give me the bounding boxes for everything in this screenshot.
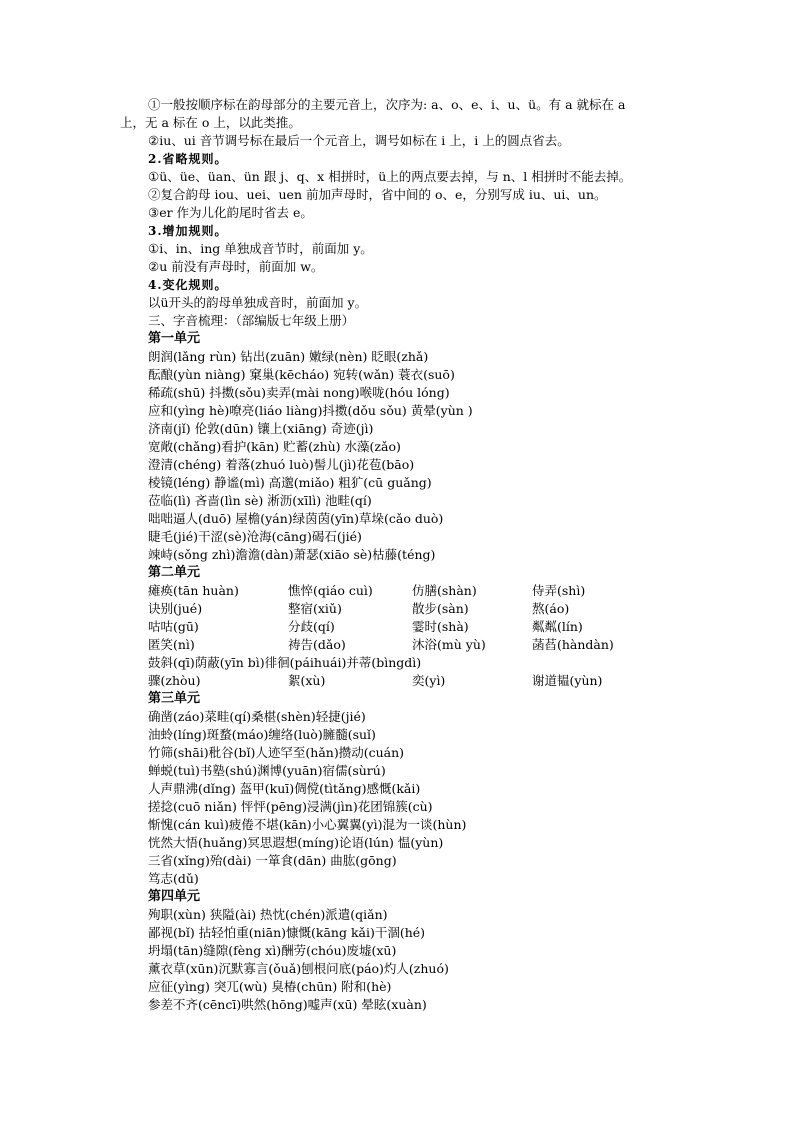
unit-1-line: 莅临(lì) 吝啬(lìn sè) 淅沥(xīlì) 池畦(qí) [148, 493, 372, 508]
section-4-title: 4.变化规则。 [148, 278, 228, 292]
vocab-entry: 诀别(jué) [148, 601, 203, 616]
unit-3-line: 恍然大悟(huǎng)冥思遐想(míng)论语(lún) 愠(yùn) [148, 835, 444, 850]
unit-2-title: 第二单元 [148, 565, 201, 580]
unit-3-line: 人声鼎沸(dǐng) 盔甲(kuī)倜傥(tìtǎng)感慨(kǎi) [148, 781, 421, 796]
unit-3-line: 搓捻(cuō niǎn) 怦怦(pēng)浸满(jìn)花团锦簇(cù) [148, 799, 433, 814]
unit-3-line: 三省(xǐng)殆(dài) 一箪食(dān) 曲肱(gōng) [148, 853, 397, 868]
unit-1-line: 朗润(lǎng rùn) 钻出(zuān) 嫩绿(nèn) 眨眼(zhǎ) [148, 349, 429, 364]
section-2-title: 2.省略规则。 [148, 152, 228, 166]
rule-1a: ①一般按顺序标在韵母部分的主要元音上，次序为: a、o、e、i、u、ü。有 a 就标在 a [148, 97, 626, 112]
unit-3-line: 确凿(záo)菜畦(qí)桑椹(shèn)轻捷(jié) [148, 709, 366, 724]
unit-2-row [120, 672, 680, 690]
unit-4-line: 鄙视(bǐ) 拈轻怕重(niān)慷慨(kāng kǎi)干涸(hé) [148, 925, 426, 940]
vocab-entry: 瘫痪(tān huàn) [148, 583, 239, 598]
unit-2-row [120, 636, 680, 654]
unit-2-row [120, 618, 680, 636]
vocab-entry: 咕咕(gū) [148, 619, 199, 634]
rule-s2-3: ③er 作为儿化韵尾时省去 e。 [148, 205, 313, 220]
unit-2-line: 鼓斜(qī)荫蔽(yīn bì)徘徊(páihuái)并蒂(bìngdì) [148, 655, 422, 670]
unit-3-title: 第三单元 [148, 691, 201, 706]
unit-1-line: 宽敞(chǎng)看护(kān) 贮蓄(zhù) 水藻(zǎo) [148, 439, 401, 454]
vocab-entry: 菡萏(hàndàn) [532, 637, 614, 652]
vocab-entry: 沐浴(mù yù) [412, 637, 486, 652]
unit-1-line: 澄清(chéng) 着落(zhuó luò)髻儿(jì)花苞(bāo) [148, 457, 415, 472]
unit-4-line: 薰衣草(xūn)沉默寡言(ǒuǎ)刨根问底(páo)灼人(zhuó) [148, 961, 449, 976]
unit-4-line: 殉职(xùn) 狭隘(ài) 热忱(chén)派遣(qiǎn) [148, 907, 388, 922]
vocab-entry: 仿膳(shàn) [412, 583, 477, 598]
unit-1-line: 睫毛(jié)干涩(sè)沧海(cāng)碣石(jié) [148, 529, 362, 544]
vocab-entry: 絮(xù) [288, 673, 326, 688]
unit-4-title: 第四单元 [148, 889, 201, 904]
unit-3-line: 竹筛(shāi)秕谷(bǐ)人迹罕至(hǎn)攒动(cuán) [148, 745, 405, 760]
unit-3-line: 油蛉(líng)斑蝥(máo)缠络(luò)臃髓(suǐ) [148, 727, 376, 742]
unit-1-line: 棱镜(léng) 静谧(mì) 高邈(miǎo) 粗犷(cū guǎng) [148, 475, 432, 490]
rule-s4-1: 以ü开头的韵母单独成音时，前面加 y。 [148, 295, 368, 310]
unit-4-line: 应征(yìng) 突兀(wù) 臭椿(chūn) 附和(hè) [148, 979, 392, 994]
vocab-entry: 霎时(shà) [412, 619, 469, 634]
unit-1-title: 第一单元 [148, 331, 201, 346]
vocab-entry: 祷告(dǎo) [288, 637, 346, 652]
vocab-entry: 匿笑(nì) [148, 637, 195, 652]
vocab-entry: 侍弄(shì) [532, 583, 586, 598]
unit-1-line: 应和(yìng hè)嘹亮(liáo liàng)抖擞(dǒu sǒu) 黄晕(yùn ) [148, 403, 473, 418]
rule-s2-1: ①ü、üe、üan、ün 跟 j、q、x 相拼时，ü上的两点要去掉，与 n、l 相拼时不能去掉。 [148, 169, 632, 184]
unit-4-line: 参差不齐(cēncī)哄然(hōng)嘘声(xū) 晕眩(xuàn) [148, 997, 427, 1012]
vocab-entry: 骤(zhòu) [148, 673, 201, 688]
part-3-heading: 三、字音梳理：（部编版七年级上册） [148, 313, 355, 328]
vocab-entry: 奕(yì) [412, 673, 446, 688]
vocab-entry: 熬(áo) [532, 601, 570, 616]
rule-s2-2: ②复合韵母 iou、uei、uen 前加声母时，省中间的 o、e，分别写成 iu、ui、un。 [148, 187, 607, 202]
vocab-entry: 整宿(xiǔ) [288, 601, 342, 616]
vocab-entry: 谢道韫(yùn) [532, 673, 603, 688]
rule-s3-2: ②u 前没有声母时，前面加 w。 [148, 259, 324, 274]
document-body [120, 96, 680, 1014]
unit-3-line: 笃志(dǔ) [148, 871, 199, 886]
unit-3-line: 惭愧(cán kuì)疲倦不堪(kān)小心翼翼(yì)混为一谈(hùn) [148, 817, 467, 832]
unit-1-line: 稀疏(shū) 抖擞(sǒu)卖弄(mài nong)喉咙(hóu lóng) [148, 385, 450, 400]
vocab-entry: 分歧(qí) [288, 619, 335, 634]
unit-1-line: 咄咄逼人(duō) 屋檐(yán)绿茵茵(yīn)草垛(cǎo duò) [148, 511, 444, 526]
rule-1b: 上，无 a 标在 o 上，以此类推。 [120, 115, 301, 130]
rule-2: ②iu、ui 音节调号标在最后一个元音上，调号如标在 i 上，i 上的圆点省去。 [148, 133, 570, 148]
unit-2-row [120, 600, 680, 618]
section-3-title: 3.增加规则。 [148, 224, 228, 238]
vocab-entry: 憔悴(qiáo cuì) [288, 583, 373, 598]
unit-1-line: 酝酿(yùn niàng) 窠巢(kēcháo) 宛转(wǎn) 蓑衣(suō) [148, 367, 455, 382]
vocab-entry: 粼粼(lín) [532, 619, 583, 634]
rule-s3-1: ①i、in、ing 单独成音节时，前面加 y。 [148, 241, 373, 256]
unit-1-line: 竦峙(sǒng zhì)澹澹(dàn)萧瑟(xiāo sè)枯藤(téng) [148, 547, 436, 562]
vocab-entry: 散步(sàn) [412, 601, 469, 616]
unit-2-row [120, 582, 680, 600]
unit-3-line: 蝉蜕(tuì)书塾(shú)渊博(yuān)宿儒(sùrú) [148, 763, 386, 778]
unit-1-line: 济南(jǐ) 伦敦(dūn) 镶上(xiāng) 奇迹(jì) [148, 421, 374, 436]
unit-4-line: 坍塌(tān)缝隙(fèng xì)酬劳(chóu)废墟(xū) [148, 943, 397, 958]
